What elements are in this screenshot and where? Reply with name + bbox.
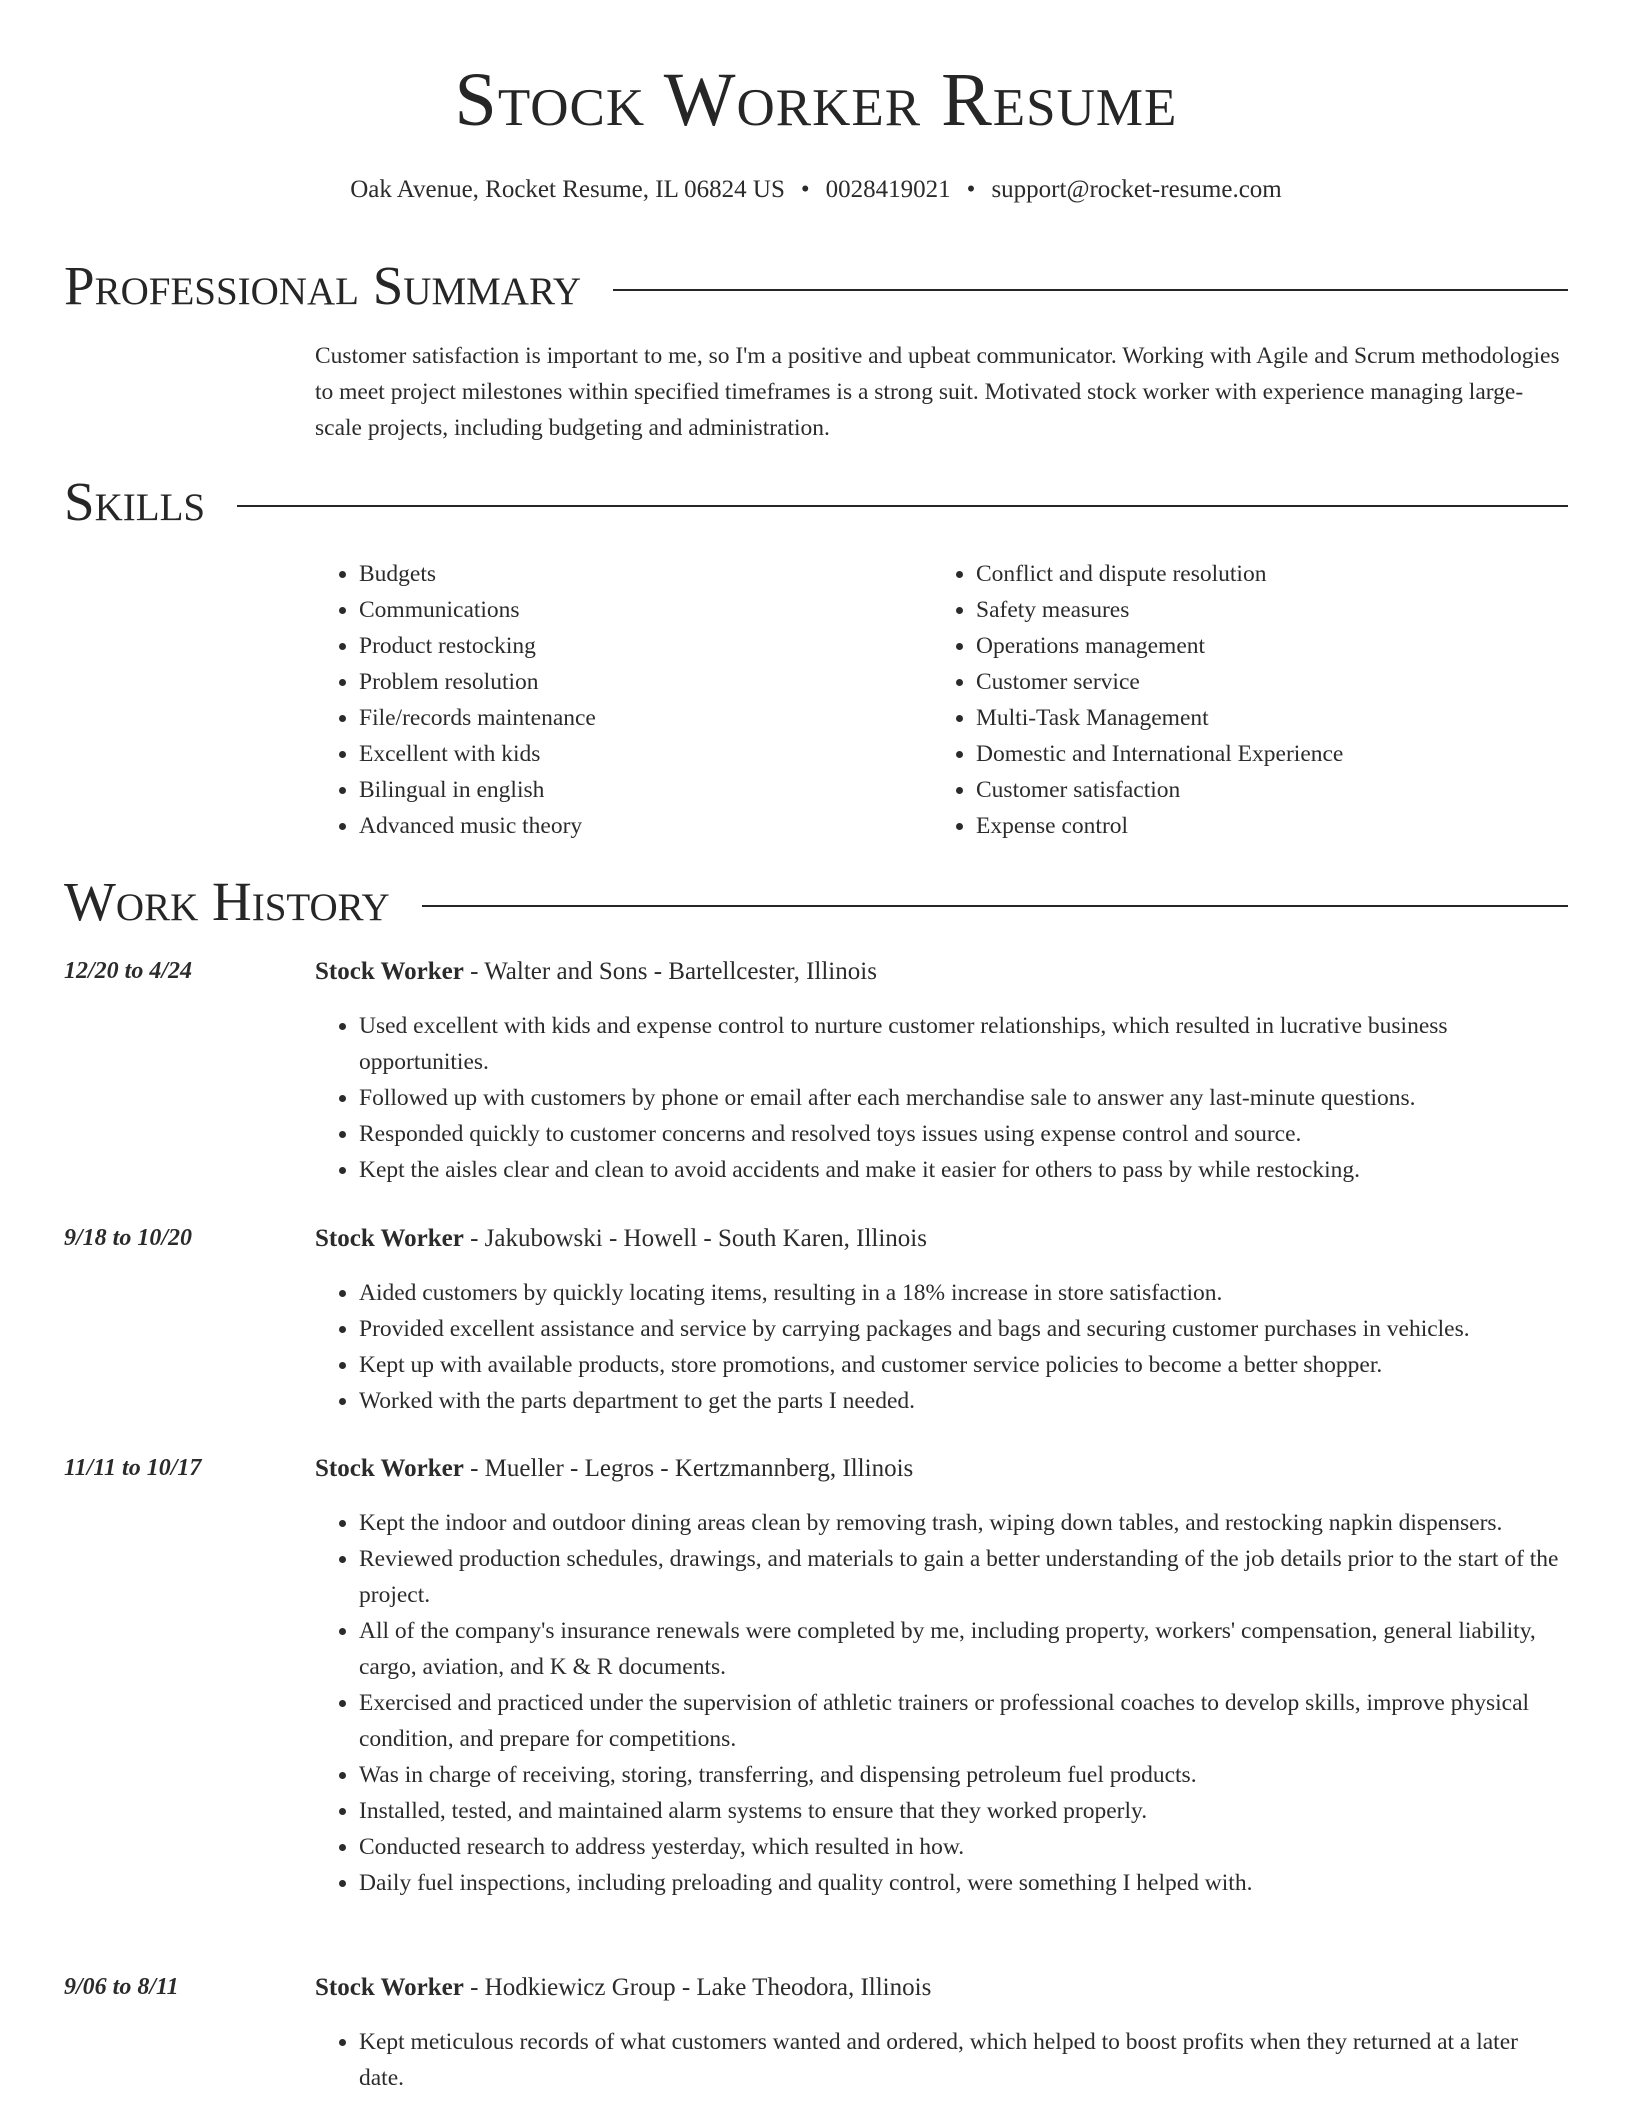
contact-email: support@rocket-resume.com xyxy=(991,176,1282,203)
job-duty: • Was in charge of receiving, storing, transferring, and dispensing petroleum fuel products. xyxy=(359,1757,1565,1793)
skill-item: • Safety measures xyxy=(976,592,1343,628)
job-duty: • Daily fuel inspections, including preloading and quality control, were something I helped with. xyxy=(359,1865,1565,1901)
skill-item: • Advanced music theory xyxy=(359,808,596,844)
contact-separator: • xyxy=(800,176,810,203)
summary-text: Customer satisfaction is important to me, so I'm a positive and upbeat communicator. Working with Agile and Scrum methodologies to meet project milestones within specified timeframes is a strong suit. Motivated stock worker with experience managing large-scale projects, including budgeting and administration. xyxy=(315,343,1560,441)
skill-item: • Bilingual in english xyxy=(359,772,596,808)
job-title-line xyxy=(315,1225,927,1253)
skill-item: • Conflict and dispute resolution xyxy=(976,556,1343,592)
section-divider xyxy=(613,289,1568,291)
job-duty: • Kept the aisles clear and clean to avoid accidents and make it easier for others to pass by while restocking. xyxy=(359,1152,1565,1188)
skill-item: • Budgets xyxy=(359,556,596,592)
job-duty: • Provided excellent assistance and service by carrying packages and bags and securing customer purchases in vehicles. xyxy=(359,1311,1565,1347)
job-duty: • Exercised and practiced under the supervision of athletic trainers or professional coaches to develop skills, improve physical condition, and prepare for competitions. xyxy=(359,1685,1565,1757)
contact-separator: • xyxy=(966,176,976,203)
job-duties xyxy=(315,1275,1565,1419)
job-duty: • Used excellent with kids and expense control to nurture customer relationships, which resulted in lucrative business opportunities. xyxy=(359,1008,1565,1080)
job-employer: - Hodkiewicz Group - Lake Theodora, Illinois xyxy=(463,1974,932,2001)
job-employer: - Walter and Sons - Bartellcester, Illinois xyxy=(463,958,877,985)
job-role: Stock Worker xyxy=(315,1974,464,2001)
job-duty: • Followed up with customers by phone or email after each merchandise sale to answer any last-minute questions. xyxy=(359,1080,1565,1116)
summary-heading: Professional Summary xyxy=(64,255,582,316)
work-history-heading: Work History xyxy=(64,871,390,932)
skill-item: • Domestic and International Experience xyxy=(976,736,1343,772)
job-duty: • All of the company's insurance renewals were completed by me, including property, workers' compensation, general liability, cargo, aviation, and K & R documents. xyxy=(359,1613,1565,1685)
job-employer: - Jakubowski - Howell - South Karen, Illinois xyxy=(463,1225,927,1252)
job-duty: • Kept the indoor and outdoor dining areas clean by removing trash, wiping down tables, and restocking napkin dispensers. xyxy=(359,1505,1565,1541)
job-employer: - Mueller - Legros - Kertzmannberg, Illinois xyxy=(463,1455,914,1482)
job-role: Stock Worker xyxy=(315,958,464,985)
skill-item: • Product restocking xyxy=(359,628,596,664)
skill-item: • Operations management xyxy=(976,628,1343,664)
job-dates: 9/06 to 8/11 xyxy=(64,1974,179,2000)
skills-list-left xyxy=(315,556,596,844)
job-duties xyxy=(315,2024,1565,2096)
work-history-section-header xyxy=(64,871,1568,932)
job-dates: 11/11 to 10/17 xyxy=(64,1455,202,1481)
job-dates: 12/20 to 4/24 xyxy=(64,958,193,984)
job-duty: • Responded quickly to customer concerns and resolved toys issues using expense control and source. xyxy=(359,1116,1565,1152)
job-duty: • Conducted research to address yesterday, which resulted in how. xyxy=(359,1829,1565,1865)
skills-list-right xyxy=(932,556,1343,844)
job-dates: 9/18 to 10/20 xyxy=(64,1225,193,1251)
job-role: Stock Worker xyxy=(315,1225,464,1252)
job-duty: • Kept meticulous records of what customers wanted and ordered, which helped to boost profits when they returned at a later date. xyxy=(359,2024,1565,2096)
skill-item: • Problem resolution xyxy=(359,664,596,700)
job-duties xyxy=(315,1505,1565,1901)
job-role: Stock Worker xyxy=(315,1455,464,1482)
job-duty: • Reviewed production schedules, drawings, and materials to gain a better understanding of the job details prior to the start of the project. xyxy=(359,1541,1565,1613)
contact-phone: 0028419021 xyxy=(825,176,951,203)
job-duty: • Installed, tested, and maintained alarm systems to ensure that they worked properly. xyxy=(359,1793,1565,1829)
job-duty: • Worked with the parts department to get the parts I needed. xyxy=(359,1383,1565,1419)
job-duty: • Kept up with available products, store promotions, and customer service policies to become a better shopper. xyxy=(359,1347,1565,1383)
section-divider xyxy=(422,905,1568,907)
skill-item: • Multi-Task Management xyxy=(976,700,1343,736)
job-title-line xyxy=(315,958,877,986)
section-divider xyxy=(237,505,1568,507)
job-title-line xyxy=(315,1974,931,2002)
resume-title: Stock Worker Resume xyxy=(454,58,1178,142)
skills-section-header xyxy=(64,471,1568,532)
job-title-line xyxy=(315,1455,913,1483)
contact-address: Oak Avenue, Rocket Resume, IL 06824 US xyxy=(350,176,785,203)
skill-item: • Customer satisfaction xyxy=(976,772,1343,808)
skill-item: • Communications xyxy=(359,592,596,628)
job-duty: • Aided customers by quickly locating items, resulting in a 18% increase in store satisfaction. xyxy=(359,1275,1565,1311)
skill-item: • Expense control xyxy=(976,808,1343,844)
contact-line xyxy=(0,176,1632,204)
skills-heading: Skills xyxy=(64,471,206,532)
skill-item: • Customer service xyxy=(976,664,1343,700)
skill-item: • File/records maintenance xyxy=(359,700,596,736)
skill-item: • Excellent with kids xyxy=(359,736,596,772)
job-duties xyxy=(315,1008,1565,1188)
summary-section-header xyxy=(64,255,1568,316)
